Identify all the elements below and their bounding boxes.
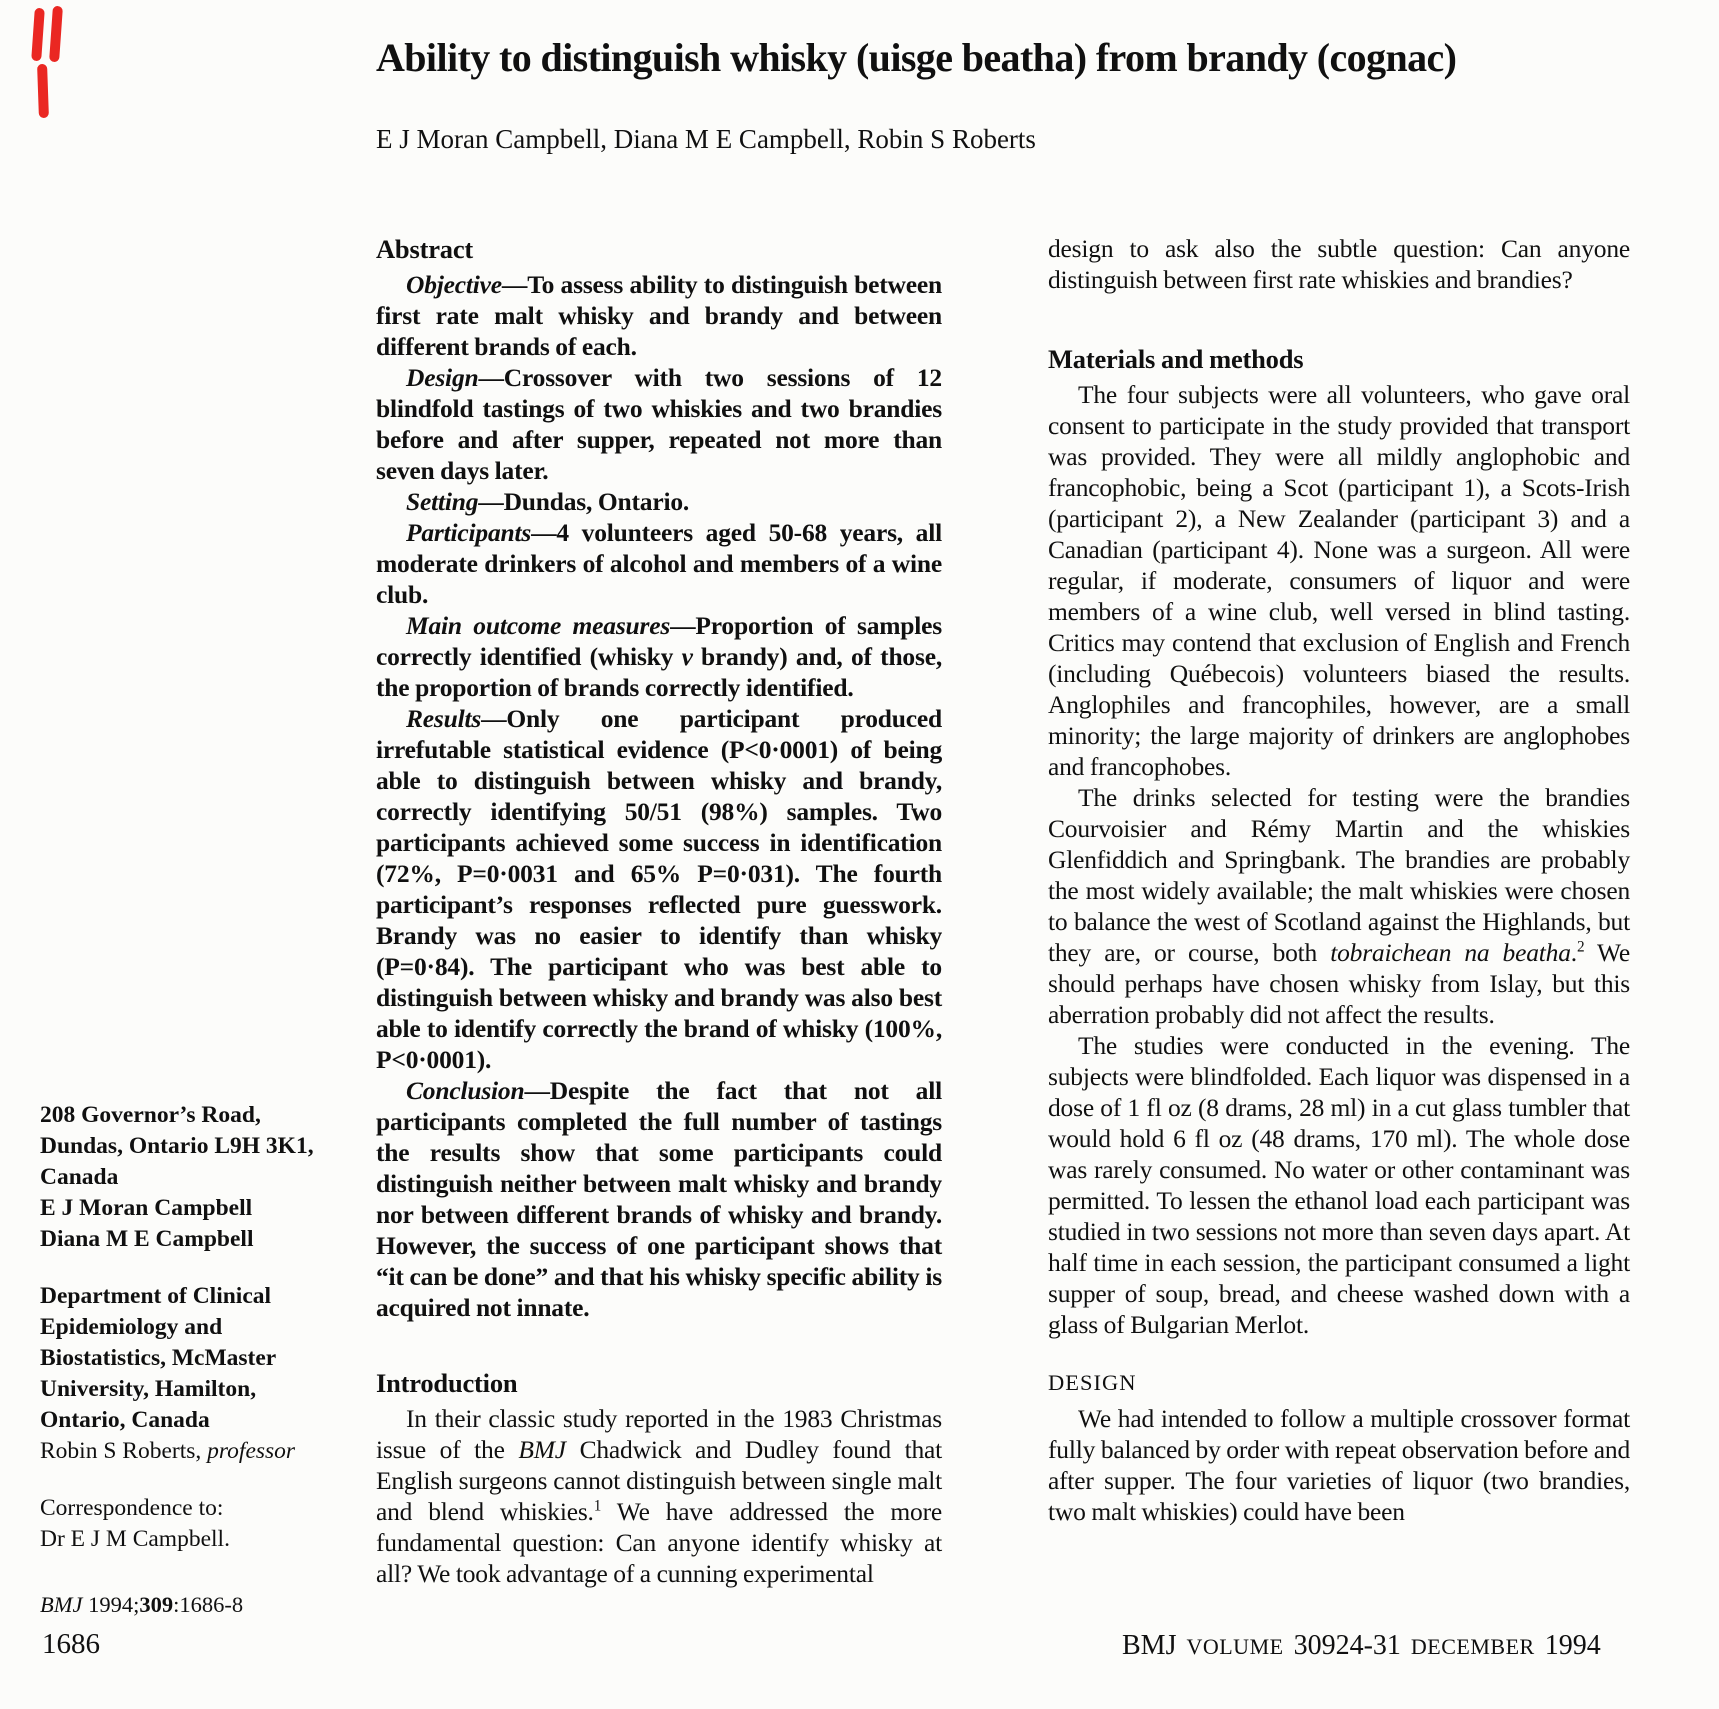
- introduction-continuation: [1048, 233, 1630, 295]
- margin-line: Canada: [40, 1164, 119, 1190]
- paragraph: [1048, 379, 1630, 782]
- text-run: v: [681, 642, 693, 671]
- left-text-column: [376, 233, 942, 1589]
- text-run: Main outcome measures: [406, 611, 671, 640]
- right-text-column: [1048, 233, 1630, 1527]
- text-run: brandy) and, of those, the proportion of brands correctly identified.: [376, 642, 942, 702]
- text-run: —4 volunteers aged 50-68 years, all moderate drinkers of alcohol and members of a wine club.: [376, 518, 942, 609]
- text-run: —Dundas, Ontario.: [478, 487, 690, 516]
- text-run: —Crossover with two sessions of 12 blindfold tastings of two whiskies and two brandies before and after supper, repeated not more than seven days later.: [376, 363, 942, 485]
- red-pen-mark: [49, 6, 63, 63]
- design-body: [1048, 1403, 1630, 1527]
- text-run: The four subjects were all volunteers, who gave oral consent to participate in the study provided that transport was provided. They were all mildly anglophobic and francophobic, being a Scot (participant 1), a Scots-Irish (participant 2), a New Zealander (participant 3) and a Canadian (participant 4). None was a surgeon. All were regular, if moderate, consumers of liquor and were members of a wine club, well versed in blind tasting. Critics may contend that exclusion of English and French (including Québecois) volunteers biased the results. Anglophiles and francophiles, however, are a small minority; the large majority of drinkers are anglophobes and francophobes.: [1048, 380, 1630, 781]
- text-run: 309: [139, 1592, 174, 1617]
- journal-name: BMJ: [1122, 1630, 1177, 1661]
- paragraph: [376, 517, 942, 610]
- paragraph: [376, 486, 942, 517]
- text-run: professor: [207, 1438, 296, 1464]
- text-run: —Only one participant produced irrefutable statistical evidence (P<0·0001) of being able to distinguish between whisky and brandy, correctly identifying 50/51 (98%) samples. Two participants achieved some success in identification (72%, P=0·0031 and 65% P=0·031). The fourth participant’s responses reflected pure guesswork. Brandy was no easier to identify than whisky (P=0·84). The participant who was best able to distinguish between whisky and brandy was also best able to identify correctly the brand of whisky (100%, P<0·0001).: [376, 704, 942, 1074]
- issue-date-group: [1336, 1630, 1601, 1662]
- month: DECEMBER: [1410, 1634, 1535, 1659]
- design-subheading: DESIGN: [1048, 1370, 1137, 1395]
- text-run: :1686-8: [173, 1592, 244, 1617]
- paragraph: [376, 362, 942, 486]
- margin-line: Department of Clinical: [40, 1283, 272, 1309]
- author-name-with-role: [40, 1436, 342, 1467]
- text-run: design to ask also the subtle question: Can anyone distinguish between first rate whiskies and brandies?: [1048, 234, 1630, 294]
- text-run: —To assess ability to distinguish between first rate malt whisky and brandy and between different brands of each.: [376, 270, 942, 361]
- margin-line: Ontario, Canada: [40, 1407, 210, 1433]
- text-run: 1: [593, 1497, 602, 1515]
- abstract-body: [376, 269, 942, 1323]
- text-run: tobraichean na beatha: [1330, 938, 1571, 967]
- text-run: Setting: [406, 487, 479, 516]
- text-run: Results: [406, 704, 482, 733]
- margin-line: Biostatistics, McMaster: [40, 1345, 277, 1371]
- methods-body: [1048, 379, 1630, 1340]
- red-pen-mark: [37, 64, 49, 118]
- abstract-heading: Abstract: [376, 234, 474, 264]
- journal-footer: [1122, 1630, 1601, 1662]
- volume-label: VOLUME: [1186, 1634, 1284, 1659]
- introduction-body: [376, 1403, 942, 1589]
- margin-line: Diana M E Campbell: [40, 1226, 254, 1252]
- text-run: Chadwick and Dudley found that English surgeons cannot distinguish between single malt and blend whiskies.: [376, 1435, 943, 1526]
- text-run: Robin S Roberts,: [40, 1438, 208, 1464]
- margin-line: Dr E J M Campbell.: [40, 1526, 230, 1552]
- margin-line: Epidemiology and: [40, 1314, 223, 1340]
- correspondence-note: [40, 1493, 342, 1555]
- text-run: The drinks selected for testing were the brandies Courvoisier and Rémy Martin and the whiskies Glenfiddich and Springbank. The brandies are probably the most widely available; the malt whiskies were chosen to balance the west of Scotland against the Highlands, but they are, or course, both: [1048, 783, 1630, 967]
- paragraph: [376, 610, 942, 703]
- address-lines: [40, 1281, 342, 1436]
- year: 1994: [1544, 1630, 1601, 1661]
- text-run: We should perhaps have chosen whisky from Islay, but this aberration probably did not affect the results.: [1048, 938, 1630, 1029]
- department-address-block: [40, 1281, 342, 1467]
- correspondence-address-block: [40, 1100, 342, 1255]
- text-run: BMJ: [40, 1592, 83, 1617]
- author-name-lines: [40, 1193, 342, 1255]
- text-run: —Proportion of samples correctly identified (whisky: [376, 611, 942, 671]
- text-run: .: [1570, 938, 1577, 967]
- volume-number: 309: [1293, 1630, 1336, 1661]
- introduction-heading: Introduction: [376, 1368, 518, 1398]
- text-run: Participants: [406, 518, 532, 547]
- paragraph: [1048, 1030, 1630, 1340]
- methods-heading: Materials and methods: [1048, 344, 1304, 374]
- paragraph: [1048, 1403, 1630, 1527]
- text-run: In their classic study reported in the 1983 Christmas issue of the: [376, 1404, 942, 1464]
- red-pen-mark: [31, 8, 45, 62]
- margin-line: E J Moran Campbell: [40, 1195, 253, 1221]
- margin-line: 208 Governor’s Road,: [40, 1102, 261, 1128]
- date-range: 24-31: [1335, 1630, 1401, 1661]
- text-run: We had intended to follow a multiple crossover format fully balanced by order with repeat observation before and after supper. The four varieties of liquor (two brandies, two malt whiskies) could have been: [1048, 1404, 1630, 1526]
- text-run: BMJ: [518, 1435, 566, 1464]
- text-run: Objective: [406, 270, 502, 299]
- paragraph: [376, 269, 942, 362]
- text-run: We have addressed the more fundamental question: Can anyone identify whisky at all? We took advantage of a cunning experimental: [376, 1497, 942, 1588]
- paragraph: [376, 1403, 942, 1589]
- article-title: Ability to distinguish whisky (uisge beatha) from brandy (cognac): [376, 35, 1457, 80]
- article-authors: E J Moran Campbell, Diana M E Campbell, Robin S Roberts: [376, 124, 1036, 154]
- paragraph: [376, 703, 942, 1075]
- text-run: 2: [1576, 938, 1585, 956]
- paragraph: [1048, 233, 1630, 295]
- correspondence-lines: [40, 1493, 342, 1555]
- paragraph: [376, 1075, 942, 1323]
- text-run: Conclusion: [406, 1076, 525, 1105]
- paragraph: [1048, 782, 1630, 1030]
- text-run: The studies were conducted in the evening. The subjects were blindfolded. Each liquor was dispensed in a dose of 1 fl oz (8 drams, 28 ml) in a cut glass tumbler that would hold 6 fl oz (48 drams, 170 ml). The whole dose was rarely consumed. No water or other contaminant was permitted. To lessen the ethanol load each participant was studied in two sessions not more than seven days apart. At half time in each session, the participant consumed a light supper of soup, bread, and cheese washed down with a glass of Bulgarian Merlot.: [1048, 1031, 1630, 1339]
- journal-volume-group: [1122, 1630, 1336, 1662]
- margin-notes: [40, 1100, 342, 1620]
- text-run: —Despite the fact that not all participants completed the full number of tastings the results show that some participants could distinguish neither between malt whisky and brandy nor between different brands of whisky and brandy. However, the success of one participant shows that “it can be done” and that his whisky specific ability is acquired not innate.: [376, 1076, 942, 1322]
- text-run: 1994;: [82, 1592, 140, 1617]
- margin-line: Correspondence to:: [40, 1495, 224, 1521]
- margin-line: Dundas, Ontario L9H 3K1,: [40, 1133, 314, 1159]
- page-number: 1686: [42, 1628, 100, 1660]
- address-lines: [40, 1100, 342, 1193]
- text-run: Design: [406, 363, 479, 392]
- journal-citation: [40, 1589, 342, 1620]
- margin-line: University, Hamilton,: [40, 1376, 257, 1402]
